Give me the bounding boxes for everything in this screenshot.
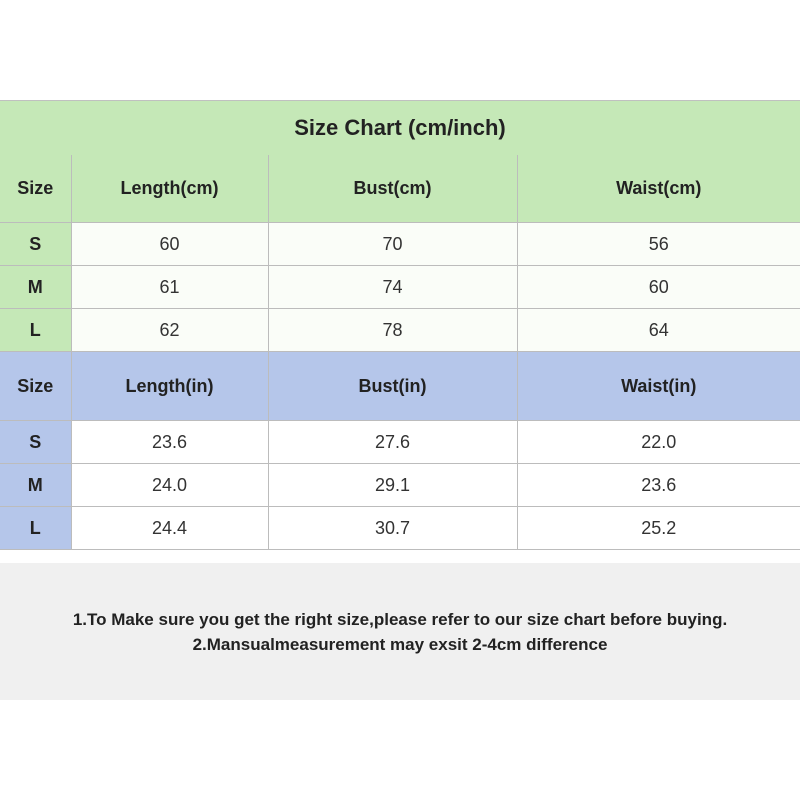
- length-cell: 60: [71, 223, 268, 266]
- chart-title: Size Chart (cm/inch): [0, 100, 800, 155]
- bust-cell: 27.6: [268, 421, 517, 464]
- table-row: [0, 421, 800, 464]
- note-line: 1.To Make sure you get the right size,please refer to our size chart before buying.: [72, 609, 728, 629]
- size-label: M: [0, 464, 71, 507]
- waist-cell: 22.0: [517, 421, 800, 464]
- header-length-in: Length(in): [71, 352, 268, 421]
- header-size: Size: [0, 352, 71, 421]
- size-label: L: [0, 309, 71, 352]
- table-row: [0, 309, 800, 352]
- note-line: 2.Mansualmeasurement may exsit 2-4cm difference: [192, 634, 608, 654]
- size-label: M: [0, 266, 71, 309]
- header-bust-in: Bust(in): [268, 352, 517, 421]
- bust-cell: 30.7: [268, 507, 517, 550]
- table-row: [0, 464, 800, 507]
- size-label: S: [0, 421, 71, 464]
- bust-cell: 70: [268, 223, 517, 266]
- header-waist-cm: Waist(cm): [517, 155, 800, 223]
- size-table: [0, 155, 800, 550]
- cm-header-row: [0, 155, 800, 223]
- length-cell: 24.4: [71, 507, 268, 550]
- table-row: [0, 223, 800, 266]
- header-waist-in: Waist(in): [517, 352, 800, 421]
- waist-cell: 60: [517, 266, 800, 309]
- length-cell: 24.0: [71, 464, 268, 507]
- waist-cell: 64: [517, 309, 800, 352]
- bust-cell: 74: [268, 266, 517, 309]
- waist-cell: 23.6: [517, 464, 800, 507]
- bust-cell: 78: [268, 309, 517, 352]
- waist-cell: 25.2: [517, 507, 800, 550]
- bust-cell: 29.1: [268, 464, 517, 507]
- table-row: [0, 507, 800, 550]
- length-cell: 61: [71, 266, 268, 309]
- size-label: S: [0, 223, 71, 266]
- length-cell: 62: [71, 309, 268, 352]
- length-cell: 23.6: [71, 421, 268, 464]
- header-size: Size: [0, 155, 71, 223]
- in-header-row: [0, 352, 800, 421]
- header-bust-cm: Bust(cm): [268, 155, 517, 223]
- header-length-cm: Length(cm): [71, 155, 268, 223]
- waist-cell: 56: [517, 223, 800, 266]
- notes-panel: [0, 563, 800, 700]
- size-label: L: [0, 507, 71, 550]
- table-row: [0, 266, 800, 309]
